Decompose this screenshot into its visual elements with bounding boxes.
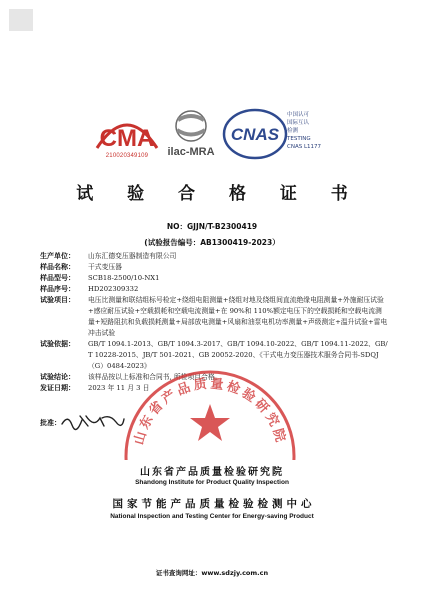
svg-text:CMA: CMA [99, 125, 155, 152]
cnas-caption-line: 中国认可 [287, 112, 310, 118]
field-value: 该样品按以上标准和合同书, 所检项目合格。 [88, 373, 222, 381]
corner-marker [9, 9, 33, 31]
field-label: 试验依据： [40, 340, 75, 348]
field-label: 试验项目： [40, 296, 75, 304]
official-seal [120, 360, 300, 460]
field-value: SCB18-2500/10-NX1 [88, 274, 160, 282]
cma-mark [94, 108, 160, 152]
certificate-query-url: 证书查询网址：www.sdzjy.com.cn [155, 569, 269, 577]
field-sample-model [40, 273, 388, 284]
field-label: 样品序号： [40, 285, 75, 293]
institute-name-en: Shandong Institute for Product Quality Inspection [135, 479, 289, 486]
field-sample-name [40, 262, 388, 273]
cnas-caption [287, 111, 321, 151]
ilac-text: ilac-MRA [167, 146, 215, 158]
field-value: 2023 年 11 月 3 日 [88, 384, 150, 392]
cnas-caption-line: CNAS L1177 [287, 144, 322, 150]
field-sample-serial [40, 284, 388, 295]
field-label: 生产单位： [40, 252, 75, 260]
cnas-caption-line: TESTING [287, 136, 311, 142]
field-value: 山东汇德变压器制造有限公司 [88, 252, 177, 260]
field-test-items [40, 295, 388, 339]
cnas-caption-line: 国际互认 [287, 120, 310, 126]
cma-logo [94, 108, 160, 159]
center-name-cn: 国家节能产品质量检验检测中心 [112, 498, 316, 510]
field-value: 干式变压器 [88, 263, 122, 271]
cnas-logo [222, 108, 288, 164]
field-manufacturer [40, 251, 388, 262]
field-value: GB/T 1094.1-2013、GB/T 1094.3-2017、GB/T 1094.10-2022、GB/T 1094.11-2022、GB/T 10228-2015、JB/T 501-2021、GB 20052-2020、《干式电力变压器技术服务合同书-SDQJ（G）0484-2023》 [88, 340, 388, 370]
cnas-caption-line: 检测 [287, 128, 299, 134]
certificate-title: 试 验 合 格 证 书 [76, 184, 362, 204]
field-label: 样品型号： [40, 274, 75, 282]
field-value: 电压比测量和联结组标号检定+绕组电阻测量+绕组对地及绕组间直流绝缘电阻测量+外施耐压试验+感应耐压试验+空载损耗和空载电流测量+在 90%和 110%额定电压下的空载损耗和空载电流测量+短路阻抗和负载损耗测量+局部放电测量+风扇和油泵电机功率测量+声级测定+温升试验+雷电冲击试验 [88, 296, 388, 337]
approver-signature [58, 410, 128, 432]
report-number: (试验报告编号：AB1300419-2023） [144, 238, 280, 247]
cma-number: 210020349109 [105, 153, 149, 159]
ilac-mra-logo [161, 108, 221, 164]
center-name-en: National Inspection and Testing Center for Energy-saving Product [110, 513, 314, 520]
approver-label: 批准： [40, 419, 61, 427]
certificate-number: NO：GJJN/T-B2300419 [166, 222, 258, 231]
ilac-mark [161, 108, 221, 160]
institute-name-cn: 山东省产品质量检验研究院 [140, 467, 284, 478]
seal-text: 山东省产品质量检验研究院 [131, 376, 289, 447]
cnas-mark [222, 108, 288, 160]
field-label: 样品名称： [40, 263, 75, 271]
field-label: 发证日期： [40, 384, 75, 392]
accreditation-logos [0, 108, 424, 168]
field-label: 试验结论： [40, 373, 75, 381]
field-value: HD202309332 [88, 285, 139, 293]
cnas-text: CNAS [230, 125, 280, 144]
